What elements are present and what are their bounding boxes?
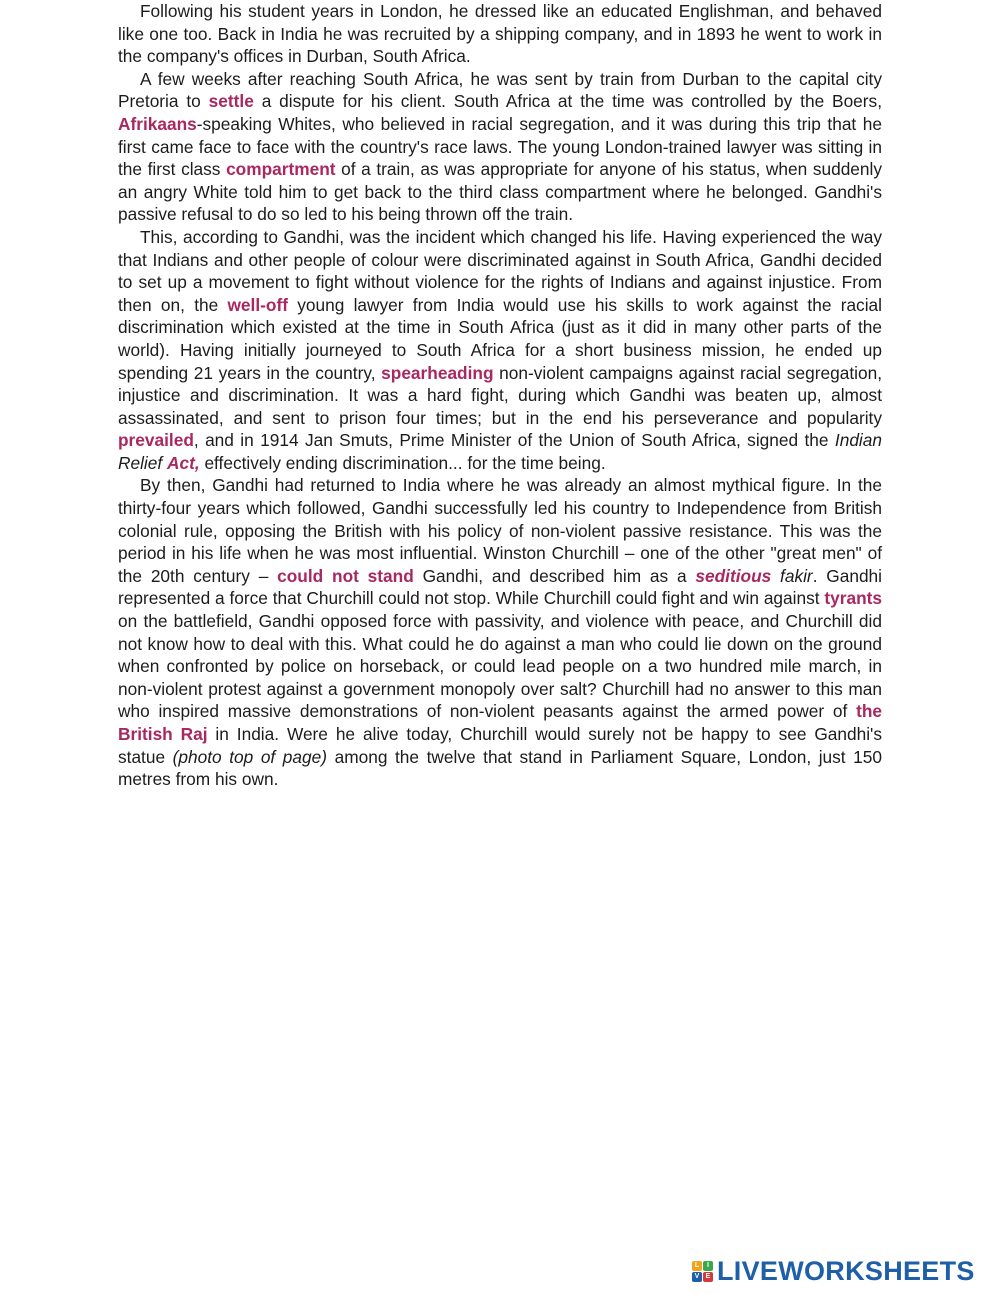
p4-text: in India. Were he alive today, Churchill would surely not be happy to see Gandhi's statue	[118, 724, 882, 767]
vocab-well-off[interactable]: well-off	[227, 294, 288, 315]
p1-text: Following his student years in London, he dressed like an educated Englishman, and behaved like one too. Back in India he was recruited by a shipping company, and in 1893 he went to work in the company's offices in Durban, South Africa.	[118, 1, 882, 67]
p3-text: This, according to Gandhi, was the incident which changed his life. Having experienced the way that Indians and other people of colour were discriminated against in South Africa, Gandhi decided to set up a movement to fight without violence for the rights of Indians and against injustice. From then on, the	[118, 226, 882, 315]
paragraph-1	[118, 0, 882, 68]
p4-text: among the twelve that stand in Parliament Square, London, just 150 metres from his own.	[118, 746, 883, 790]
vocab-seditious[interactable]: seditious	[695, 565, 772, 586]
p4-text: Gandhi, and described him as a	[413, 565, 696, 586]
vocab-tyrants[interactable]: tyrants	[824, 588, 882, 609]
p2-text: A few weeks after reaching South Africa, he was sent by train from Durban to the capital city Pretoria to	[118, 68, 882, 112]
italic-fakir: fakir	[771, 565, 813, 586]
vocab-could-not-stand[interactable]: could not stand	[277, 565, 414, 586]
logo-tile: I	[703, 1261, 713, 1271]
vocab-british-raj[interactable]: the British Raj	[118, 701, 882, 744]
p4-text: . Gandhi represented a force that Churchill could not stop. While Churchill could fight and win against	[118, 565, 883, 609]
vocab-spearheading[interactable]: spearheading	[381, 362, 494, 383]
vocab-prevailed[interactable]: prevailed	[118, 430, 194, 451]
logo-tile: L	[692, 1261, 702, 1271]
italic-photo-note: (photo top of page)	[172, 746, 328, 767]
liveworksheets-logo	[692, 1256, 975, 1287]
logo-tile: E	[703, 1272, 713, 1282]
logo-text: LIVEWORKSHEETS	[717, 1256, 975, 1286]
p4-text: By then, Gandhi had returned to India where he was already an almost mythical figure. In the thirty-four years which followed, Gandhi successfully led his country to Independence from British colonial rule, opposing the British with his policy of non-violent passive resistance. This was the period in his life when he was most influential. Winston Churchill – one of the other "great men" of the 20th century –	[118, 475, 882, 586]
worksheet-text	[118, 0, 882, 791]
p2-text: -speaking Whites, who believed in racial segregation, and it was during this trip that he first came face to face with the country's race laws. The young London-trained lawyer was sitting in the first class	[118, 113, 882, 180]
vocab-afrikaans[interactable]: Afrikaans	[118, 113, 197, 134]
italic-indian-relief: Indian Relief	[118, 430, 882, 473]
vocab-compartment[interactable]: compartment	[226, 159, 336, 180]
paragraph-3	[118, 226, 882, 475]
logo-mark-icon	[692, 1261, 713, 1282]
logo-tile: V	[692, 1272, 702, 1282]
paragraph-2	[118, 68, 882, 226]
vocab-act[interactable]: Act,	[166, 452, 200, 473]
p2-text: of a train, as was appropriate for anyone of his status, when suddenly an angry White told him to get back to the third class compartment where he belonged. Gandhi's passive refusal to do so led to his being thrown off the train.	[118, 159, 883, 225]
p3-text: young lawyer from India would use his skills to work against the racial discrimination which existed at the time in South Africa (just as it did in many other parts of the world). Having initially journeyed to South Africa for a short business mission, he ended up spending 21 years in the country,	[118, 294, 882, 383]
p4-text: on the battlefield, Gandhi opposed force with passivity, and violence with peace, and Churchill did not know how to deal with this. What could he do against a man who could lie down on the ground when confronted by police on horseback, or could lead people on a two hundred mile march, in non-violent protest against a government monopoly over salt? Churchill had no answer to this man who inspired massive demonstrations of non-violent peasants against the armed power of	[118, 611, 882, 722]
paragraph-4	[118, 474, 882, 790]
p3-text: non-violent campaigns against racial segregation, injustice and discrimination. It was a hard fight, during which Gandhi was beaten up, almost assassinated, and sent to prison four times; but in the end his perseverance and popularity	[118, 362, 882, 428]
p2-text: a dispute for his client. South Africa at the time was controlled by the Boers,	[253, 91, 882, 112]
vocab-settle[interactable]: settle	[208, 91, 254, 112]
p3-text: effectively ending discrimination... for the time being.	[199, 452, 606, 473]
p3-text: , and in 1914 Jan Smuts, Prime Minister of the Union of South Africa, signed the	[193, 430, 835, 451]
